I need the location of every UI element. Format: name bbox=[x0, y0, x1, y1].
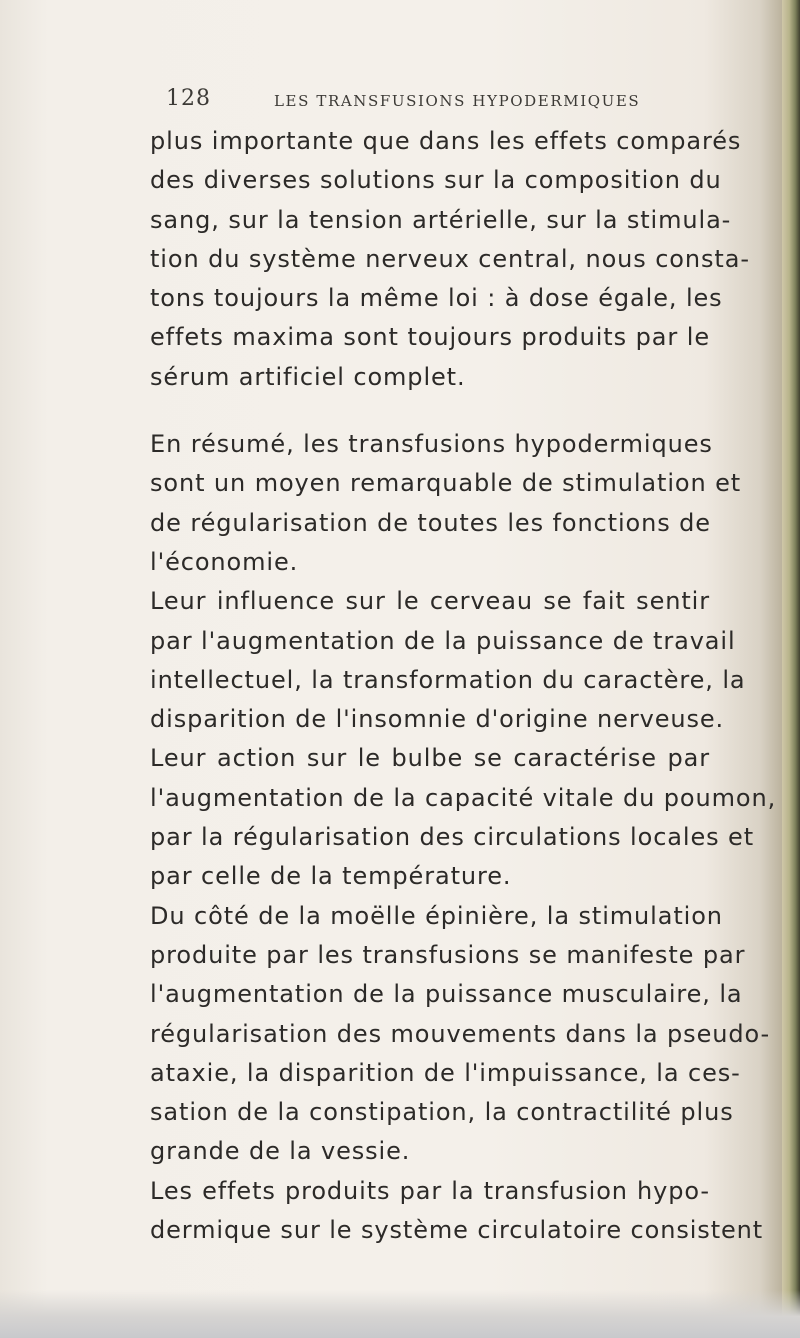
text-line: En résumé, les transfusions hypodermiques bbox=[150, 430, 713, 459]
running-head: LES TRANSFUSIONS HYPODERMIQUES bbox=[274, 92, 641, 110]
page-bottom-edge bbox=[0, 1290, 800, 1338]
page-number: 128 bbox=[166, 86, 211, 111]
text-line: Du côté de la moëlle épinière, la stimulation bbox=[150, 901, 723, 930]
text-line: de régularisation de toutes les fonctions de bbox=[150, 508, 711, 537]
text-line: sont un moyen remarquable de stimulation et bbox=[150, 469, 742, 498]
text-line: Leur action sur le bulbe se caractérise par bbox=[150, 744, 710, 773]
text-line: tion du système nerveux central, nous consta- bbox=[150, 244, 750, 273]
text-line: régularisation des mouvements dans la pseudo- bbox=[150, 1019, 771, 1048]
page-header bbox=[166, 86, 726, 116]
text-line: intellectuel, la transformation du caractère, la bbox=[150, 665, 746, 694]
text-line: sation de la constipation, la contractilité plus bbox=[150, 1098, 734, 1127]
text-line: par l'augmentation de la puissance de travail bbox=[150, 626, 736, 655]
text-line: l'augmentation de la puissance musculaire, la bbox=[150, 980, 743, 1009]
text-line: sérum artificiel complet. bbox=[150, 362, 466, 391]
text-line: produite par les transfusions se manifeste par bbox=[150, 940, 746, 969]
text-line: l'économie. bbox=[150, 547, 299, 576]
text-line: Leur influence sur le cerveau se fait sentir bbox=[150, 587, 710, 616]
page-gutter-shadow bbox=[782, 0, 800, 1338]
text-line: Les effets produits par la transfusion hypo- bbox=[150, 1176, 710, 1205]
text-line: plus importante que dans les effets comparés bbox=[150, 127, 742, 155]
text-line: des diverses solutions sur la composition du bbox=[150, 166, 722, 195]
text-line: tons toujours la même loi : à dose égale, les bbox=[150, 284, 723, 313]
text-line: par la régularisation des circulations locales et bbox=[150, 823, 755, 852]
text-line: dermique sur le système circulatoire consistent bbox=[150, 1216, 764, 1245]
text-line: effets maxima sont toujours produits par le bbox=[150, 323, 710, 352]
text-line: ataxie, la disparition de l'impuissance, la ces- bbox=[150, 1058, 741, 1087]
text-line: disparition de l'insomnie d'origine nerveuse. bbox=[150, 705, 725, 734]
body-text bbox=[150, 122, 777, 1250]
text-line: par celle de la température. bbox=[150, 862, 512, 891]
text-line: l'augmentation de la capacité vitale du poumon, bbox=[150, 783, 777, 812]
text-line: sang, sur la tension artérielle, sur la stimula- bbox=[150, 205, 732, 234]
paragraph-gap bbox=[150, 397, 710, 425]
text-line: grande de la vessie. bbox=[150, 1137, 411, 1166]
